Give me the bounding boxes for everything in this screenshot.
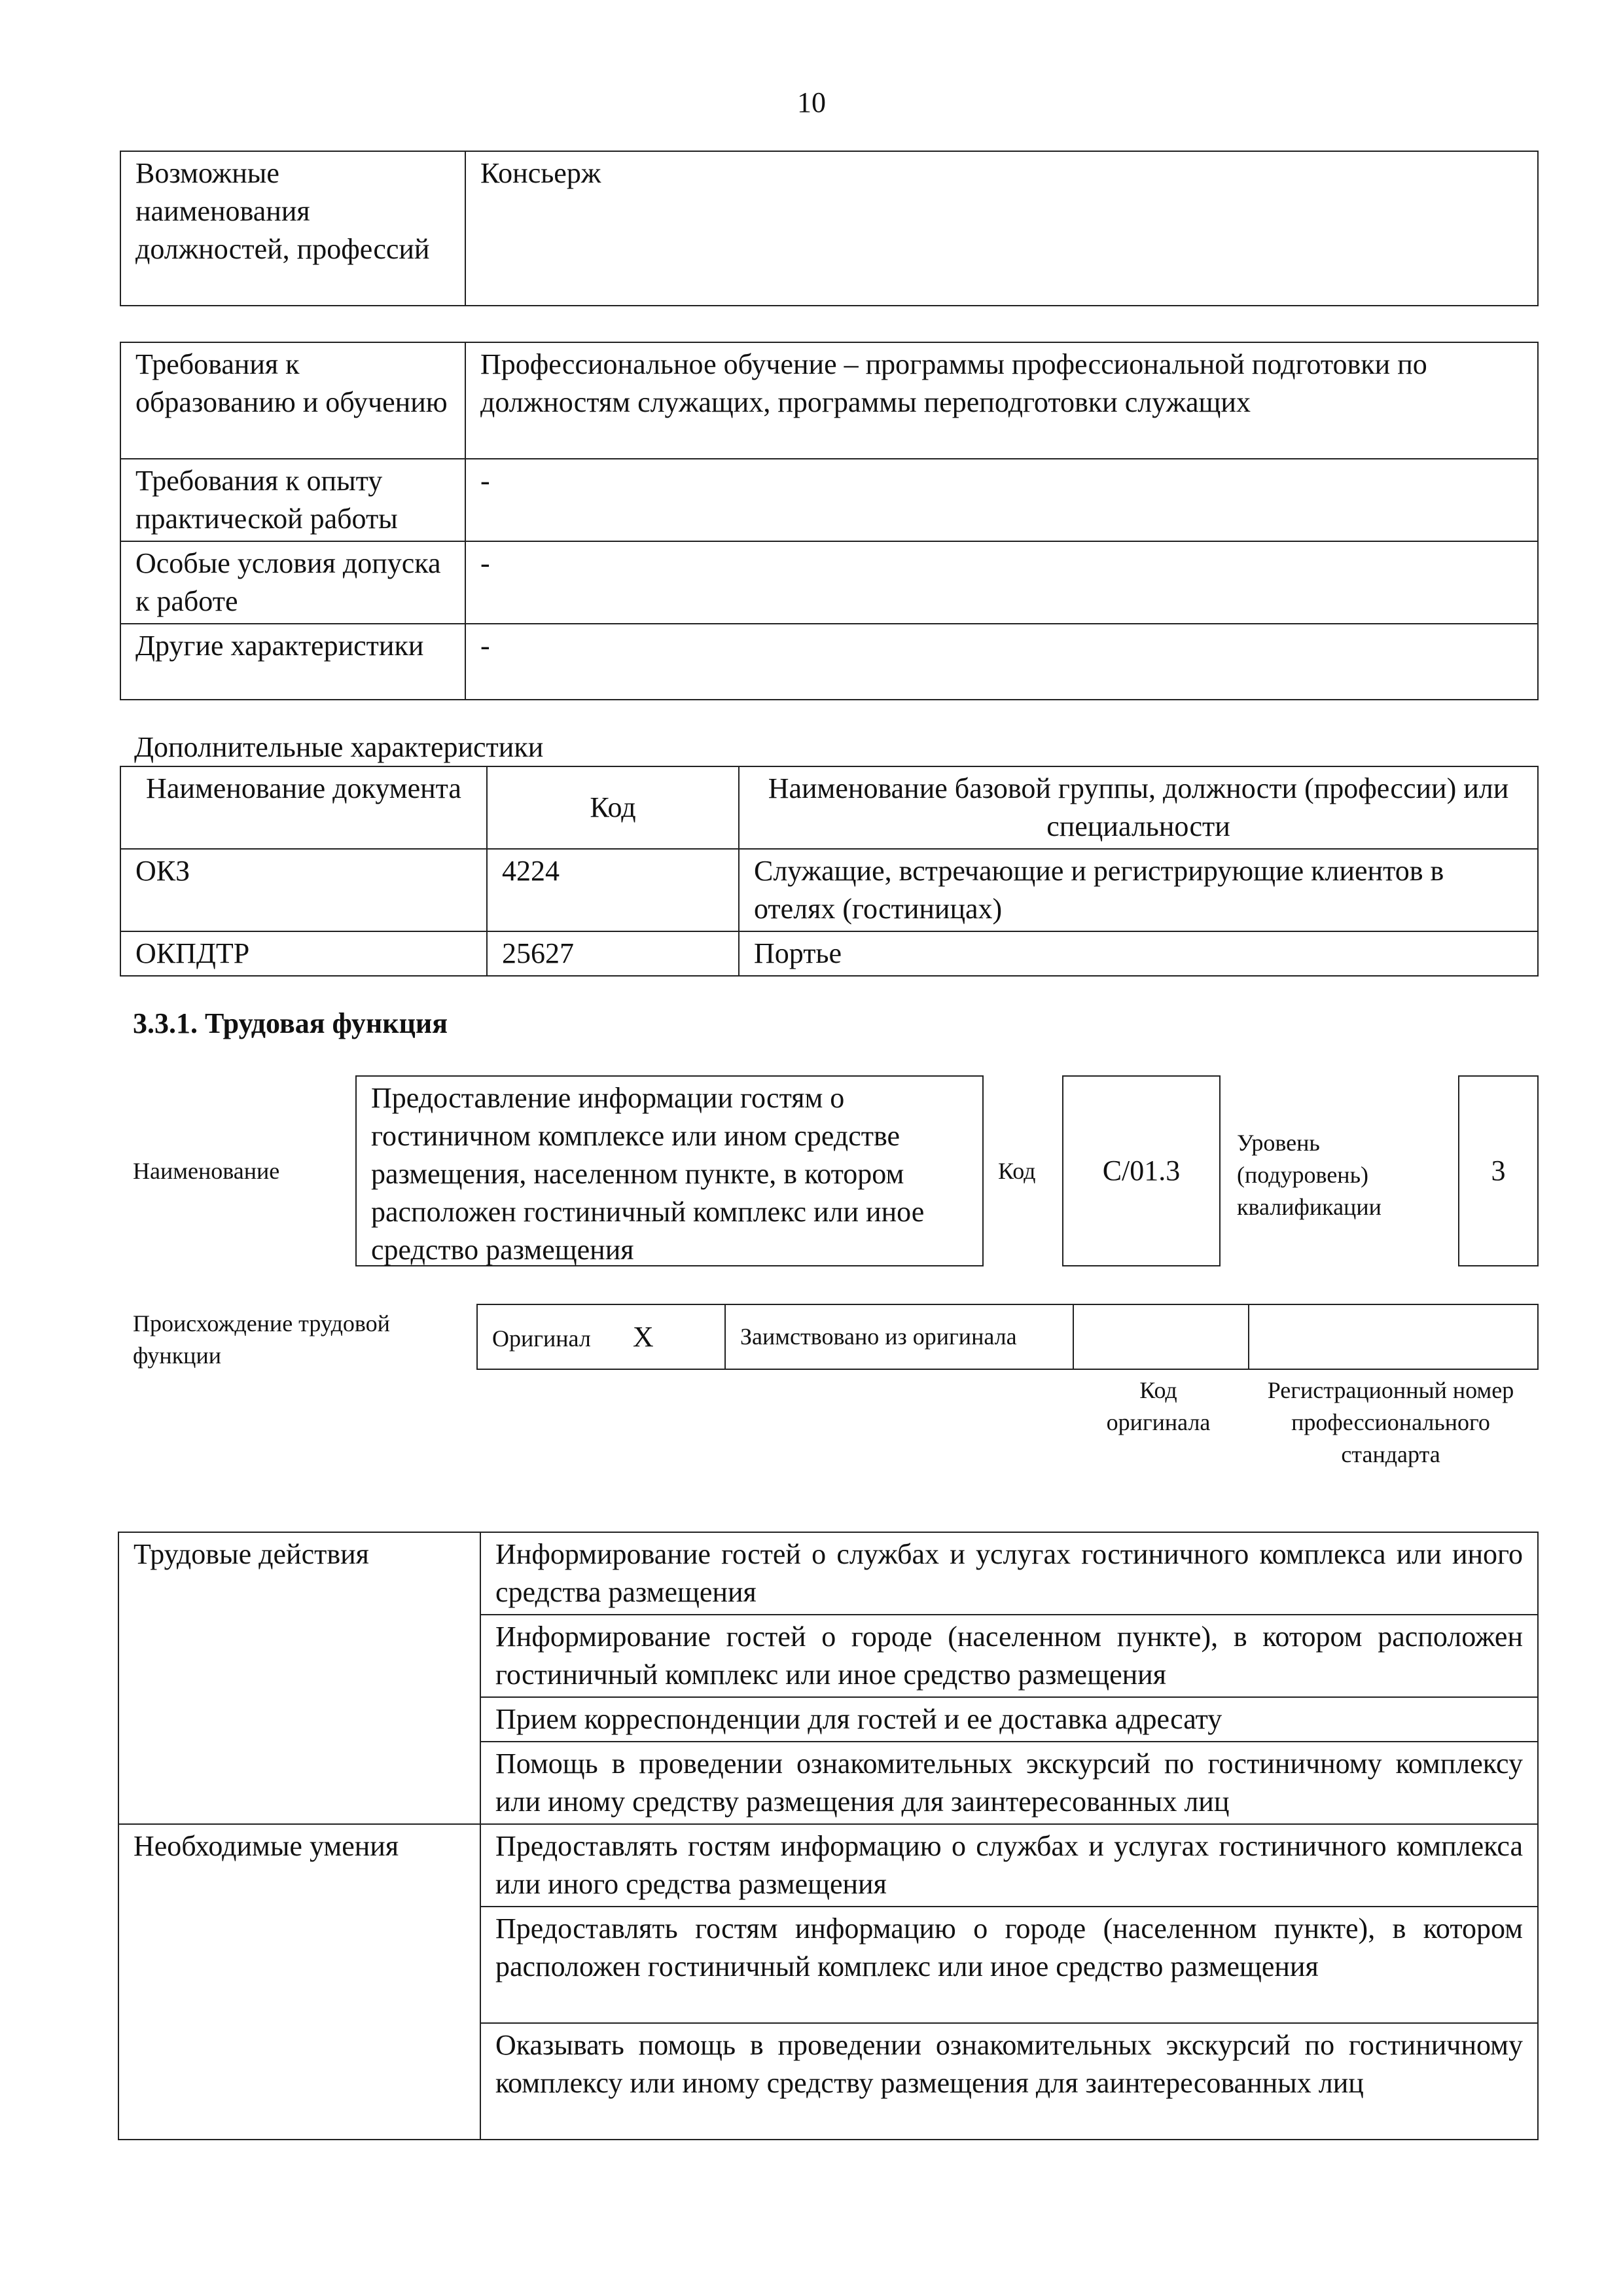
page-number: 10 [797,86,826,118]
origin-code-cell [1073,1304,1249,1369]
origin-original-mark: X [632,1320,654,1353]
labor-action-item: Информирование гостей о службах и услугах гостиничного комплекса или иного средства размещения [480,1532,1538,1615]
req-other-value: - [465,624,1538,700]
labor-action-item: Прием корреспонденции для гостей и ее доставка адресату [480,1697,1538,1742]
additional-row-doc: ОКПДТР [120,931,487,976]
req-other-label: Другие характеристики [120,624,465,700]
function-code-box [1062,1075,1221,1266]
function-name-box [355,1075,984,1266]
labor-skill-item: Предоставлять гостям информацию о службах и услугах гостиничного комплекса или иного средства размещения [480,1824,1538,1907]
req-education-value: Профессиональное обучение – программы профессиональной подготовки по должностям служащих, программы переподготовки служащих [465,342,1538,459]
additional-row-code: 25627 [487,931,739,976]
labor-table [118,1532,1539,2140]
function-name-value: Предоставление информации гостям о гостиничном комплексе или ином средстве размещения, населенном пункте, в котором расположен гостиничный комплекс или иное средство размещения [371,1082,925,1266]
origin-reg-caption: Регистрационный номер профессионального стандарта [1267,1377,1514,1467]
req-conditions-value: - [465,541,1538,624]
origin-code-caption: Код оригинала [1106,1377,1211,1435]
requirements-table [120,342,1539,700]
req-experience-label: Требования к опыту практической работы [120,459,465,541]
additional-table [120,766,1539,977]
additional-header-doc: Наименование документа [120,766,487,849]
additional-caption: Дополнительные характеристики [134,731,544,763]
function-code-value: C/01.3 [1102,1155,1181,1187]
origin-reg-cell [1249,1304,1538,1369]
origin-original-label: Оригинал [492,1325,591,1352]
function-name-label: Наименование [133,1158,280,1184]
positions-value: Консьерж [465,151,1538,306]
function-code-label: Код [998,1158,1036,1184]
origin-table [476,1304,1539,1370]
labor-skill-item: Оказывать помощь в проведении ознакомительных экскурсий по гостиничному комплексу или иному средству размещения для заинтересованных лиц [480,2023,1538,2140]
function-level-value: 3 [1491,1155,1506,1187]
origin-original-cell [477,1304,725,1369]
additional-row-code: 4224 [487,849,739,931]
labor-action-item: Помощь в проведении ознакомительных экскурсий по гостиничному комплексу или иному средству размещения для заинтересованных лиц [480,1742,1538,1824]
positions-label: Возможные наименования должностей, профессий [120,151,465,306]
labor-skills-label: Необходимые умения [118,1824,480,2140]
additional-row-name: Служащие, встречающие и регистрирующие клиентов в отелях (гостиницах) [739,849,1538,931]
function-level-label: Уровень (подуровень) квалификации [1237,1130,1382,1220]
origin-label: Происхождение трудовой функции [133,1310,390,1369]
function-level-box [1458,1075,1539,1266]
additional-header-code: Код [487,766,739,849]
labor-skill-item: Предоставлять гостям информацию о городе (населенном пункте), в котором расположен гостиничный комплекс или иное средство размещения [480,1907,1538,2023]
section-heading: 3.3.1. Трудовая функция [133,1007,448,1039]
labor-action-item: Информирование гостей о городе (населенном пункте), в котором расположен гостиничный комплекс или иное средство размещения [480,1615,1538,1697]
req-education-label: Требования к образованию и обучению [120,342,465,459]
req-experience-value: - [465,459,1538,541]
origin-borrowed-label: Заимствовано из оригинала [725,1304,1073,1369]
req-conditions-label: Особые условия допуска к работе [120,541,465,624]
labor-actions-label: Трудовые действия [118,1532,480,1824]
additional-row-doc: ОКЗ [120,849,487,931]
additional-header-name: Наименование базовой группы, должности (профессии) или специальности [739,766,1538,849]
additional-row-name: Портье [739,931,1538,976]
positions-table [120,151,1539,306]
